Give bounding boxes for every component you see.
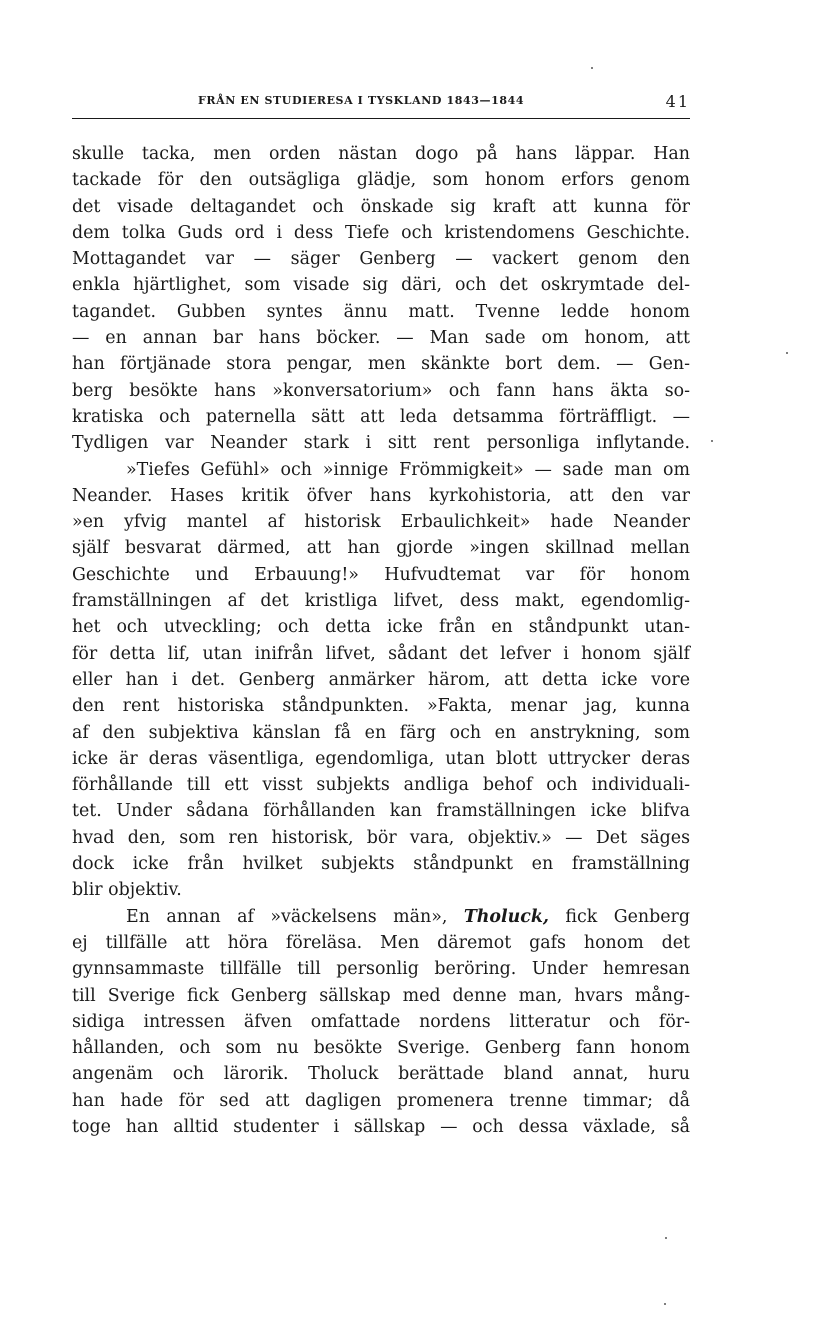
text-line: ej tillfälle att höra föreläsa. Men däremot gafs honom det <box>72 932 690 953</box>
tholuck-name: Tholuck, <box>463 906 549 927</box>
header-rule <box>72 118 690 119</box>
paragraph-3 <box>72 904 690 1141</box>
text-line: Tydligen var Neander stark i sitt rent personliga inflytande. <box>72 433 690 454</box>
text-line: eller han i det. Genberg anmärker härom, att detta icke vore <box>72 669 690 690</box>
text-line: hvad den, som ren historisk, bör vara, objektiv.» — Det säges <box>72 827 690 848</box>
paper-speck <box>786 352 788 354</box>
text-line: sidiga intressen äfven omfattade nordens litteratur och för- <box>72 1011 690 1032</box>
text-line: Neander. Hases kritik öfver hans kyrkohistoria, att den var <box>72 485 690 506</box>
text-line: »Tiefes Gefühl» och »innige Frömmigkeit» — sade man om <box>126 459 690 480</box>
text-line: enkla hjärtlighet, som visade sig däri, och det oskrymtade del- <box>72 275 690 296</box>
paper-speck <box>591 67 593 69</box>
text-line: Geschichte und Erbauung!» Hufvudtemat var för honom <box>72 564 690 585</box>
text-line: tet. Under sådana förhållanden kan framställningen icke blifva <box>72 801 690 822</box>
text-line: Mottagandet var — säger Genberg — vackert genom den <box>72 249 690 270</box>
text-line: — en annan bar hans böcker. — Man sade om honom, att <box>72 328 690 349</box>
text-line: till Sverige fick Genberg sällskap med denne man, hvars mång- <box>72 985 690 1006</box>
text-line: förhållande till ett visst subjekts andliga behof och individuali- <box>72 775 690 796</box>
text-line: »en yfvig mantel af historisk Erbaulichkeit» hade Neander <box>72 512 690 533</box>
text-line: toge han alltid studenter i sällskap — och dessa växlade, så <box>72 1116 690 1137</box>
text-line: dock icke från hvilket subjekts ståndpunkt en framställning <box>72 854 690 875</box>
text-line: själf besvarat därmed, att han gjorde »ingen skillnad mellan <box>72 538 690 559</box>
text-line: tagandet. Gubben syntes ännu matt. Tvenne ledde honom <box>72 301 690 322</box>
line-segment: fick Genberg <box>565 906 691 927</box>
text-line: dem tolka Guds ord i dess Tiefe och kristendomens Geschichte. <box>72 222 690 243</box>
text-line: icke är deras väsentliga, egendomliga, utan blott uttrycker deras <box>72 748 690 769</box>
text-line <box>72 904 690 930</box>
paper-speck <box>665 1237 667 1239</box>
text-line: den rent historiska ståndpunkten. »Fakta, menar jag, kunna <box>72 696 690 717</box>
text-line: skulle tacka, men orden nästan dogo på hans läppar. Han <box>72 144 690 164</box>
page-header <box>72 92 690 114</box>
page-number: 41 <box>665 92 690 111</box>
paper-speck <box>711 440 713 442</box>
text-line: han förtjänade stora pengar, men skänkte bort dem. — Gen- <box>72 354 690 375</box>
text-line: för detta lif, utan inifrån lifvet, sådant det lefver i honom själf <box>72 643 690 664</box>
text-line: tackade för den outsägliga glädje, som honom erfors genom <box>72 170 690 191</box>
text-line: berg besökte hans »konversatorium» och fann hans äkta so- <box>72 380 690 401</box>
text-line: af den subjektiva känslan få en färg och en anstrykning, som <box>72 722 690 743</box>
text-line: het och utveckling; och detta icke från en ståndpunkt utan- <box>72 617 690 638</box>
text-line: han hade för sed att dagligen promenera trenne timmar; då <box>72 1090 690 1111</box>
text-line: hållanden, och som nu besökte Sverige. Genberg fann honom <box>72 1038 690 1059</box>
line-segment: En annan af »väckelsens män», <box>126 906 448 927</box>
paper-speck <box>664 1303 666 1305</box>
paragraph-2 <box>72 457 690 904</box>
text-line: kratiska och paternella sätt att leda detsamma förträffligt. — <box>72 406 690 427</box>
text-line: angenäm och lärorik. Tholuck berättade bland annat, huru <box>72 1064 690 1085</box>
text-line: det visade deltagandet och önskade sig kraft att kunna för <box>72 196 690 217</box>
text-line: gynnsammaste tillfälle till personlig beröring. Under hemresan <box>72 959 690 980</box>
paragraph-1 <box>72 141 690 457</box>
running-title: FRÅN EN STUDIERESA I TYSKLAND 1843—1844 <box>198 94 525 107</box>
text-line: blir objektiv. <box>72 880 182 901</box>
body-text <box>72 141 690 1140</box>
text-line: framställningen af det kristliga lifvet, dess makt, egendomlig- <box>72 591 690 612</box>
